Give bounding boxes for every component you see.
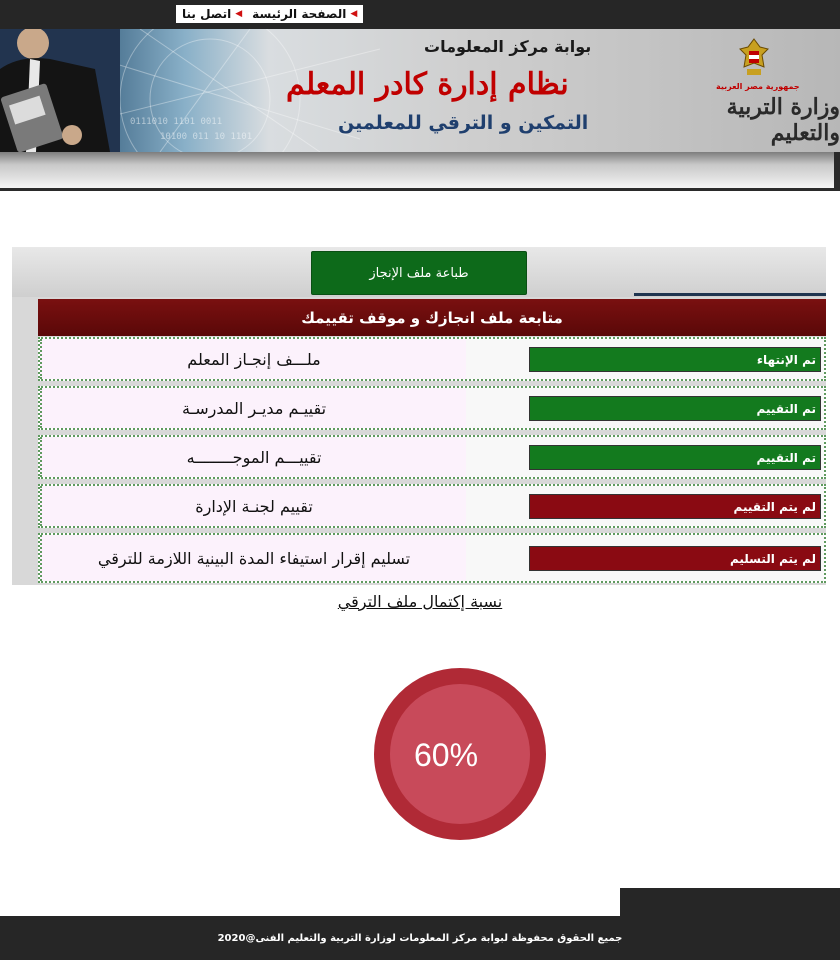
progress-gauge [372, 654, 548, 854]
nav-home-link[interactable] [252, 7, 357, 21]
progress-percent-label: 60% [413, 737, 479, 773]
row-label: تسليم إقرار استيفاء المدة البينية اللازمة للترقي [40, 535, 466, 581]
print-portfolio-button[interactable]: طباعة ملف الإنجاز [312, 252, 526, 294]
row-label: تقييـم مديـر المدرسـة [40, 388, 466, 428]
footer-tab [620, 888, 840, 916]
table-row [38, 533, 826, 583]
republic-label: جمهورية مصر العربية [716, 82, 800, 91]
divider [0, 188, 834, 191]
portal-name: بوابة مركز المعلومات [424, 37, 592, 56]
status-badge: تم الإنتهاء [529, 347, 821, 372]
table-row [38, 484, 826, 528]
teacher-image [0, 29, 120, 152]
table-title: متابعة ملف انجازك و موقف تقييمك [38, 299, 826, 336]
arrow-icon: ◀ [235, 9, 243, 19]
ministry-logo-text: وزارة التربية والتعليم [726, 94, 840, 146]
status-badge: لم يتم التقييم [529, 494, 821, 519]
row-label: ملـــف إنجـاز المعلم [40, 339, 466, 379]
status-badge: تم التقييم [529, 445, 821, 470]
footer [0, 916, 840, 960]
arrow-icon: ◀ [350, 9, 358, 19]
banner-stripe [0, 152, 840, 188]
svg-text:10100 011 10 1101: 10100 011 10 1101 [160, 132, 253, 142]
divider [834, 152, 840, 191]
svg-text:0111010 1101 0011: 0111010 1101 0011 [130, 117, 223, 127]
progress-title: نسبة إكتمال ملف الترقي [337, 592, 503, 611]
status-badge: لم يتم التسليم [529, 546, 821, 571]
top-bar [0, 0, 840, 29]
eagle-emblem-icon [738, 37, 770, 79]
copyright-text: جميع الحقوق محفوظة لبوابة مركز المعلومات لوزارة التربية والتعليم الفنى@2020 [217, 932, 623, 944]
row-label: تقييم لجنـة الإدارة [40, 486, 466, 526]
top-nav [176, 5, 363, 23]
header-banner [0, 29, 840, 152]
divider [634, 293, 826, 296]
nav-home-label: الصفحة الرئيسة [252, 7, 347, 21]
table-row [38, 337, 826, 381]
table-row [38, 386, 826, 430]
table-row [38, 435, 826, 479]
nav-contact-label: اتصل بنا [182, 7, 232, 21]
system-subtitle: التمكين و الترقي للمعلمين [338, 112, 589, 134]
nav-contact-link[interactable] [182, 7, 242, 21]
row-label: تقييـــم الموجــــــــه [40, 437, 466, 477]
status-badge: تم التقييم [529, 396, 821, 421]
system-title: نظام إدارة كادر المعلم [286, 67, 569, 102]
